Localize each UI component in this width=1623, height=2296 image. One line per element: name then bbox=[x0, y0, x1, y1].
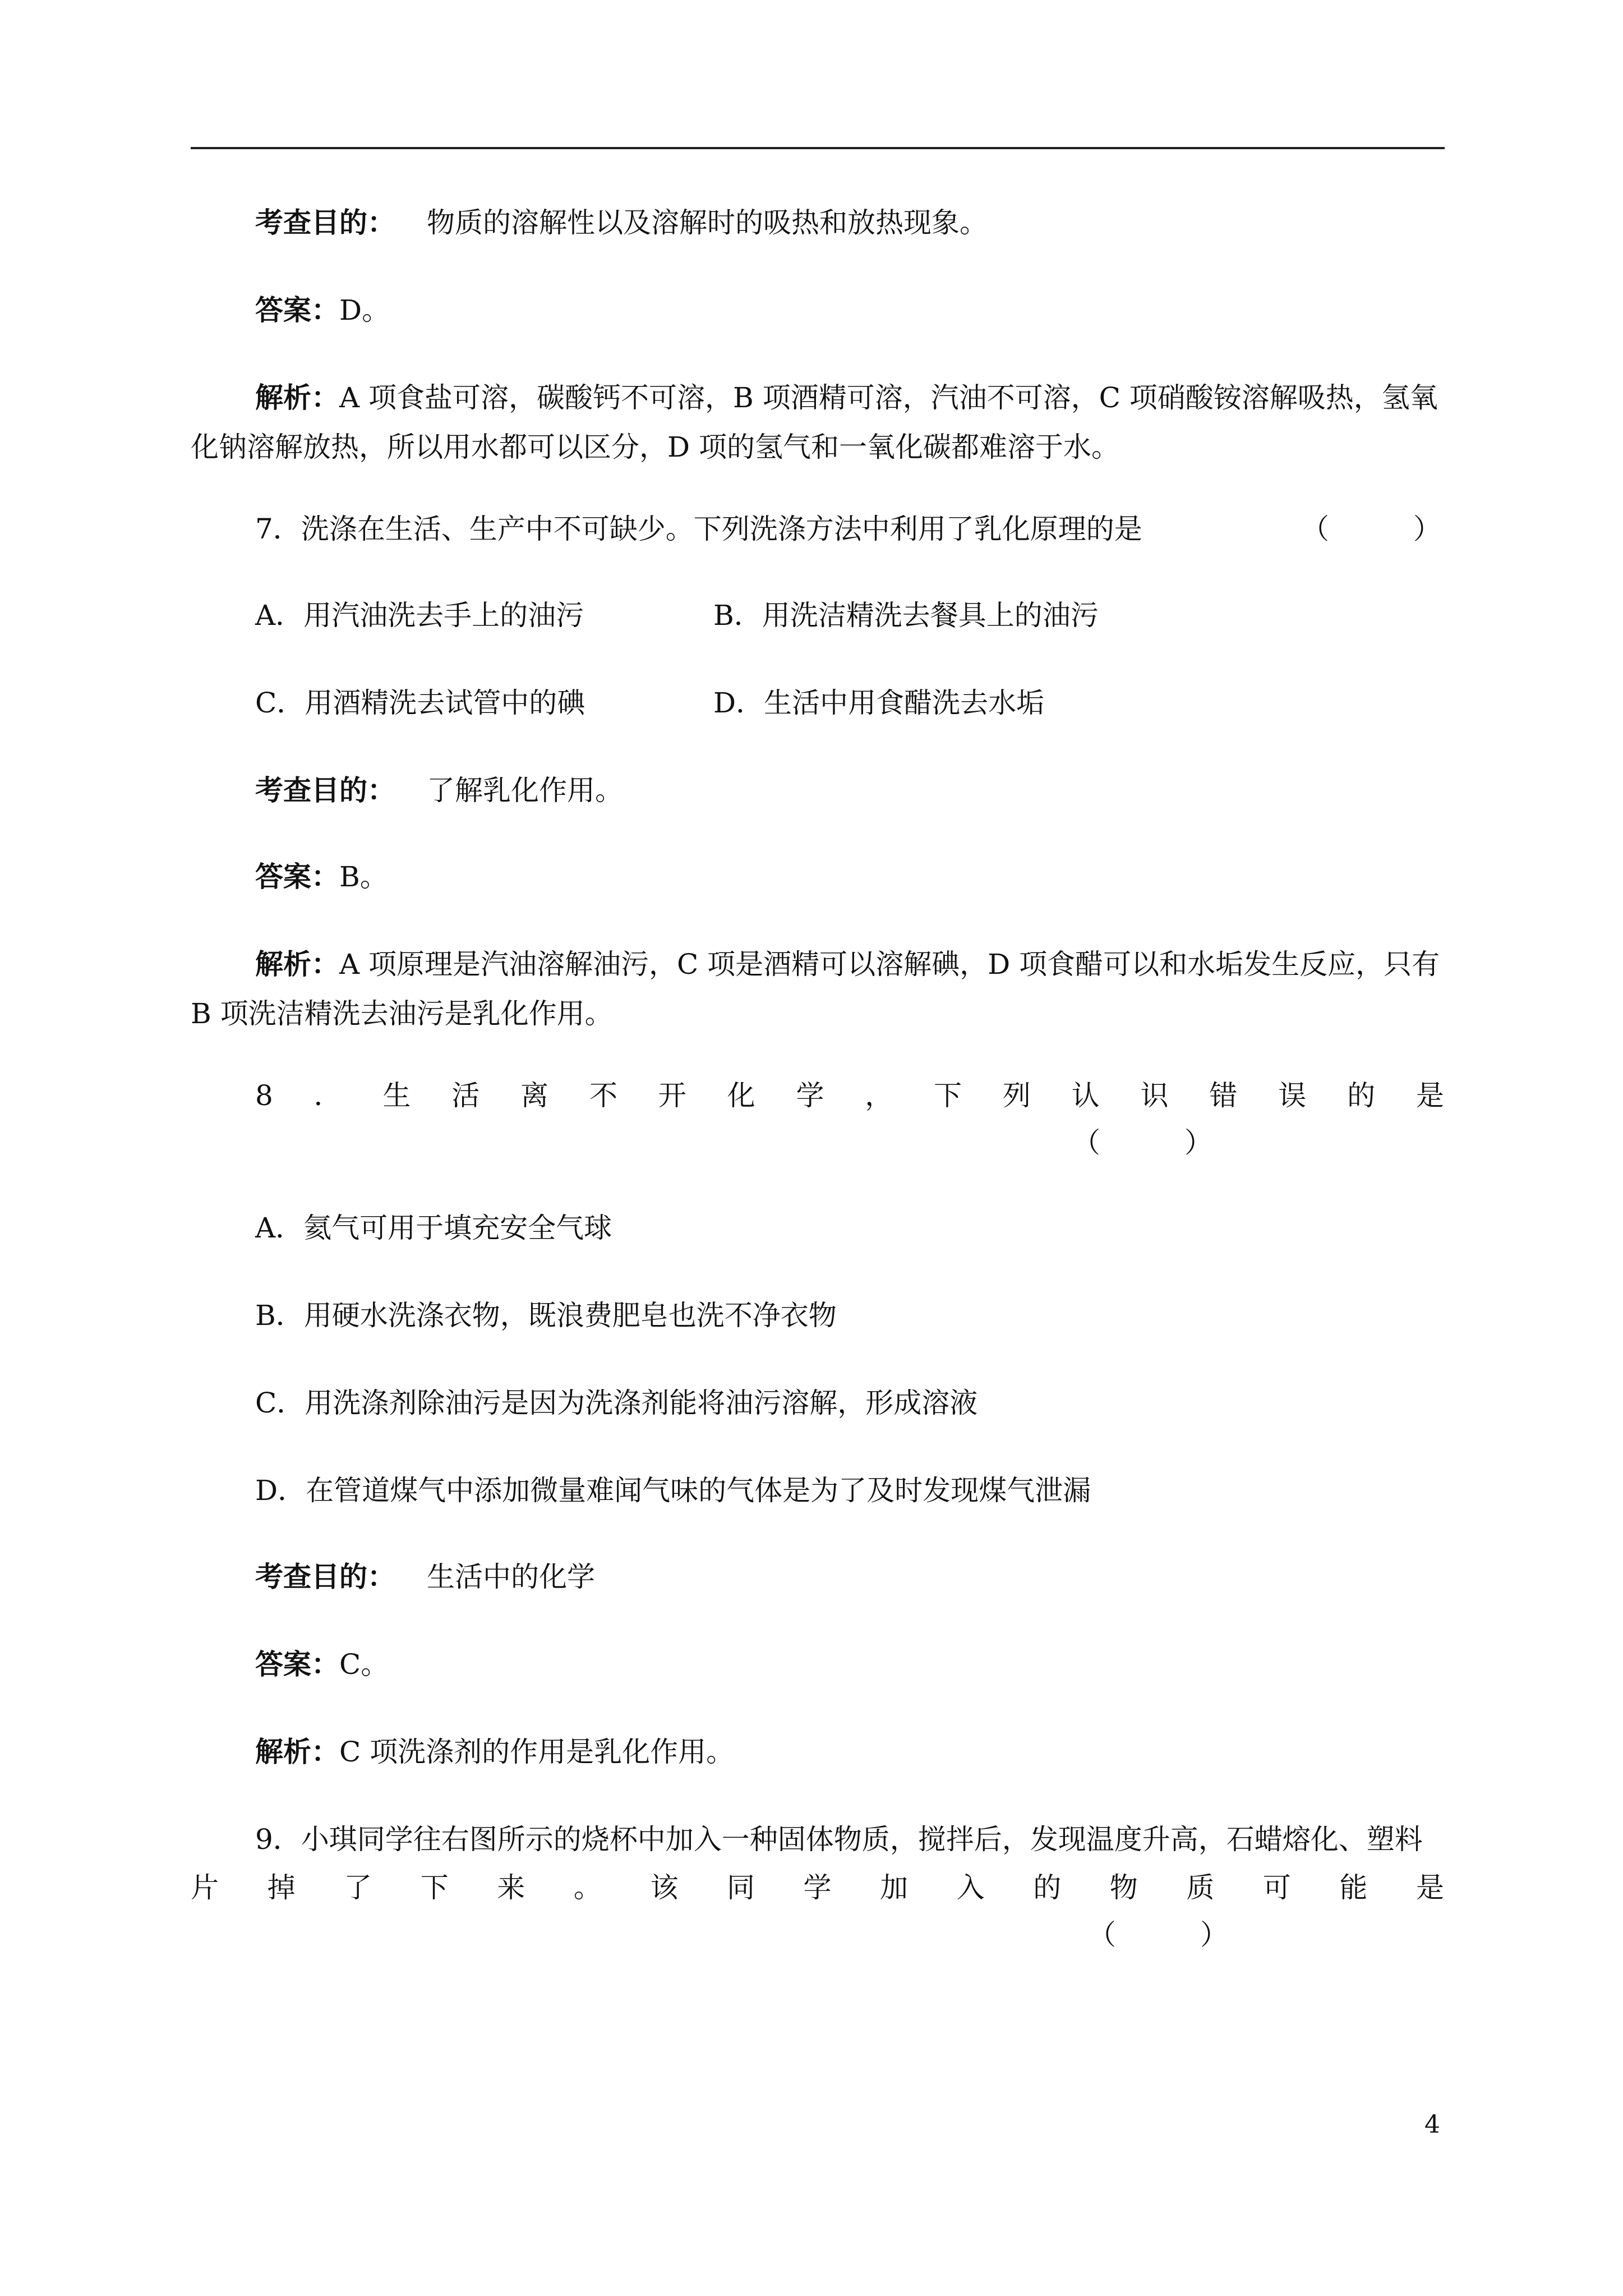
q8-answer-line bbox=[255, 1648, 389, 1681]
purpose-label: 考查目的： bbox=[255, 206, 395, 239]
q9-stem-line-2 bbox=[191, 1871, 1444, 1904]
answer-label: 答案： bbox=[255, 1648, 339, 1681]
q8-stem-char: 8 bbox=[255, 1079, 273, 1112]
q7-option-d: D．生活中用食醋洗去水垢 bbox=[713, 687, 1045, 719]
q9-stem2-char: 可 bbox=[1262, 1871, 1291, 1904]
q9-stem2-char: 学 bbox=[803, 1871, 832, 1904]
q7-stem: 7．洗涤在生活、生产中不可缺少。下列洗涤方法中利用了乳化原理的是 bbox=[255, 513, 1142, 545]
q8-analysis: C 项洗涤剂的作用是乳化作用。 bbox=[339, 1736, 735, 1768]
q8-option-d: D．在管道煤气中添加微量难闻气味的气体是为了及时发现煤气泄漏 bbox=[255, 1474, 1091, 1507]
q8-stem bbox=[255, 1079, 1444, 1112]
q9-stem2-char: 的 bbox=[1033, 1871, 1062, 1904]
q9-stem2-char: 加 bbox=[880, 1871, 909, 1904]
q8-answer-blank: （ ） bbox=[1072, 1126, 1212, 1159]
purpose-label: 考查目的： bbox=[255, 774, 395, 807]
q9-stem2-char: 能 bbox=[1339, 1871, 1368, 1904]
q6-purpose-line bbox=[255, 206, 988, 239]
purpose-label: 考查目的： bbox=[255, 1560, 395, 1593]
q8-purpose-line bbox=[255, 1560, 595, 1593]
q9-stem2-char: 了 bbox=[344, 1871, 372, 1904]
q8-stem-char: 离 bbox=[520, 1079, 549, 1112]
q8-stem-char: 开 bbox=[658, 1079, 686, 1112]
q9-stem2-char: 片 bbox=[191, 1871, 219, 1904]
q8-purpose: 生活中的化学 bbox=[427, 1561, 595, 1593]
analysis-label: 解析： bbox=[255, 1735, 339, 1768]
q9-stem2-char: 同 bbox=[726, 1871, 755, 1904]
analysis-label: 解析： bbox=[255, 947, 339, 981]
q9-answer-blank: （ ） bbox=[1088, 1918, 1228, 1951]
q8-option-a: A．氦气可用于填充安全气球 bbox=[255, 1212, 612, 1244]
q8-stem-char: 化 bbox=[727, 1079, 755, 1112]
q7-analysis-1: A 项原理是汽油溶解油污，C 项是酒精可以溶解碘，D 项食醋可以和水垢发生反应，只有 bbox=[339, 948, 1440, 981]
q6-analysis-line-2: 化钠溶解放热，所以用水都可以区分，D 项的氢气和一氧化碳都难溶于水。 bbox=[191, 431, 1119, 463]
q7-analysis-line-1 bbox=[255, 947, 1440, 981]
q7-answer-line bbox=[255, 860, 388, 893]
q8-stem-char: 的 bbox=[1347, 1079, 1376, 1112]
q8-stem-char: 不 bbox=[589, 1079, 617, 1112]
q7-answer-blank: （ ） bbox=[1301, 513, 1441, 545]
q8-stem-char: 列 bbox=[1002, 1079, 1031, 1112]
q9-stem2-char: 掉 bbox=[267, 1871, 296, 1904]
q6-analysis-line-1 bbox=[255, 381, 1438, 414]
q6-answer-line bbox=[255, 293, 390, 326]
q9-stem2-char: 下 bbox=[420, 1871, 449, 1904]
q9-stem-line-1: 9．小琪同学往右图所示的烧杯中加入一种固体物质，搅拌后，发现温度升高，石蜡熔化、塑料 bbox=[255, 1823, 1423, 1856]
q8-option-c: C．用洗涤剂除油污是因为洗涤剂能将油污溶解，形成溶液 bbox=[255, 1387, 978, 1419]
answer-label: 答案： bbox=[255, 293, 339, 326]
q8-answer: C。 bbox=[339, 1648, 389, 1681]
answer-label: 答案： bbox=[255, 860, 339, 893]
q7-purpose: 了解乳化作用。 bbox=[427, 774, 623, 807]
q7-option-c: C．用酒精洗去试管中的碘 bbox=[255, 687, 585, 719]
q9-stem2-char: 来 bbox=[497, 1871, 525, 1904]
header-rule bbox=[191, 147, 1445, 149]
page-number: 4 bbox=[1424, 2110, 1440, 2139]
q9-stem2-char: 质 bbox=[1186, 1871, 1215, 1904]
q8-analysis-line bbox=[255, 1735, 735, 1768]
q8-stem-char: ， bbox=[865, 1079, 893, 1112]
q8-stem-char: 认 bbox=[1071, 1079, 1100, 1112]
q8-stem-char: 识 bbox=[1140, 1079, 1169, 1112]
q7-answer: B。 bbox=[339, 861, 388, 893]
q8-stem-char: 误 bbox=[1278, 1079, 1307, 1112]
q9-stem2-char: 。 bbox=[573, 1871, 602, 1904]
q8-stem-char: 是 bbox=[1415, 1079, 1444, 1112]
q8-stem-char: 错 bbox=[1209, 1079, 1238, 1112]
q8-option-b: B．用硬水洗涤衣物，既浪费肥皂也洗不净衣物 bbox=[255, 1299, 837, 1332]
q8-stem-char: 学 bbox=[796, 1079, 824, 1112]
q7-option-a: A．用汽油洗去手上的油污 bbox=[255, 599, 584, 632]
q9-stem2-char: 入 bbox=[956, 1871, 985, 1904]
q6-purpose: 物质的溶解性以及溶解时的吸热和放热现象。 bbox=[427, 206, 988, 239]
q9-stem2-char: 该 bbox=[650, 1871, 679, 1904]
q8-stem-char: ． bbox=[313, 1079, 342, 1112]
q9-stem2-char: 是 bbox=[1416, 1871, 1444, 1904]
q9-stem2-char: 物 bbox=[1109, 1871, 1138, 1904]
q7-purpose-line bbox=[255, 774, 623, 807]
q6-answer: D。 bbox=[339, 294, 390, 326]
q6-analysis-1: A 项食盐可溶，碳酸钙不可溶，B 项酒精可溶，汽油不可溶，C 项硝酸铵溶解吸热，氢氧 bbox=[339, 381, 1438, 414]
q7-analysis-line-2: B 项洗洁精洗去油污是乳化作用。 bbox=[191, 997, 613, 1030]
analysis-label: 解析： bbox=[255, 381, 339, 414]
q7-option-b: B．用洗洁精洗去餐具上的油污 bbox=[713, 599, 1099, 632]
q8-stem-char: 生 bbox=[382, 1079, 411, 1112]
q8-stem-char: 下 bbox=[934, 1079, 962, 1112]
q8-stem-char: 活 bbox=[451, 1079, 480, 1112]
